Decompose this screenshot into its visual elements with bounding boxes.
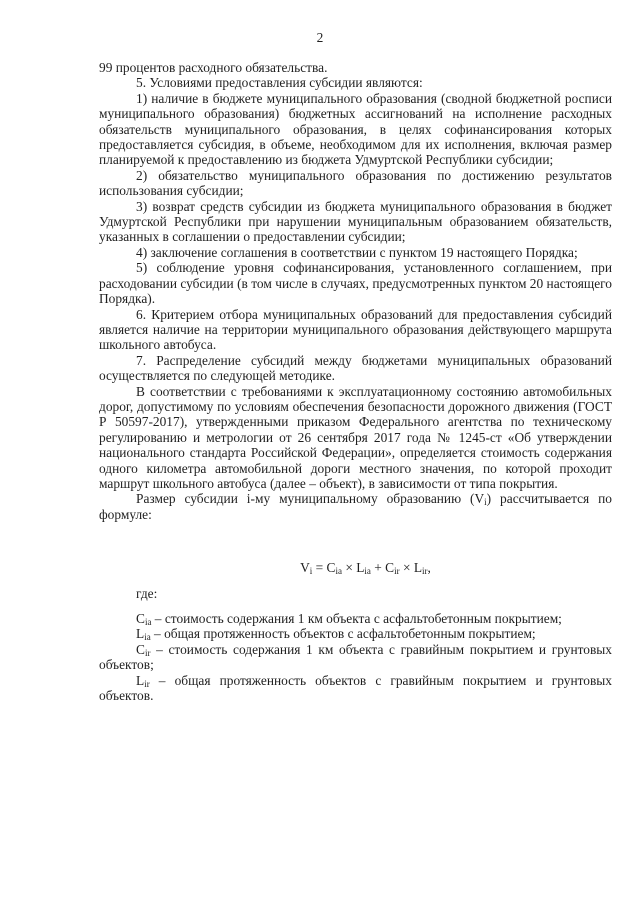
definition-item: $L_{ia}$ – общая протяженность объектов с асфальтобетонным покрытием;	[136, 626, 536, 643]
subsidy-formula: $V_i = C_{ia} \times L_{ia} + C_{ir} \times L_{ir}$,	[300, 560, 431, 577]
paragraph: 4) заключение соглашения в соответствии с пунктом 19 настоящего Порядка;	[136, 244, 578, 260]
paragraph: 1) наличие в бюджете муниципального образования (сводной бюджетной росписи муниципального образования) бюджетных ассигнований на исполнение расходных обязательств муниципального образования, в целях софинансирования которых предоставляется субсидия, в объеме, необходимом для их исполнения, включая размер планируемой к предоставлению из бюджета Удмуртской Республики субсидии;	[99, 90, 612, 168]
paragraph: В соответствии с требованиями к эксплуатационному состоянию автомобильных дорог, допустимому по условиям обеспечения безопасности дорожного движения (ГОСТ Р 50597-2017), утвержденными приказом Федерального агентства по техническому регулированию и метрологии от 26 сентября 2017 года № 1245-ст «Об утверждении национального стандарта Российской Федерации», определяется стоимость содержания одного километра автомобильной дороги местного значения, по которой проходит маршрут школьного автобуса (далее – объект), в зависимости от типа покрытия.	[99, 383, 612, 491]
page-number: 2	[316, 30, 324, 45]
paragraph: 2) обязательство муниципального образования по достижению результатов использования субсидии;	[99, 167, 612, 199]
paragraph: 3) возврат средств субсидии из бюджета муниципального образования в бюджет Удмуртской Республики при нарушении муниципальным образованием обязательств, указанных в соглашении о предоставлении субсидии;	[99, 198, 612, 245]
paragraph: 6. Критерием отбора муниципальных образований для предоставления субсидий является наличие на территории муниципального образования действующего маршрута школьного автобуса.	[99, 306, 612, 353]
paragraph: 99 процентов расходного обязательства.	[99, 60, 328, 75]
definition-item: $L_{ir}$ – общая протяженность объектов с гравийным покрытием и грунтовых объектов.	[99, 672, 612, 704]
definition-item: $C_{ia}$ – стоимость содержания 1 км объекта с асфальтобетонным покрытием;	[136, 611, 562, 627]
formula-intro: Размер субсидии i-му муниципальному образованию $(V_i)$ рассчитывается по формуле:	[99, 491, 612, 522]
where-label: где:	[136, 585, 158, 601]
paragraph: 7. Распределение субсидий между бюджетами муниципальных образований осуществляется по следующей методике.	[99, 352, 612, 384]
document-body	[99, 60, 612, 703]
paragraph: 5) соблюдение уровня софинансирования, установленного соглашением, при расходовании субсидии (в том числе в случаях, предусмотренных пунктом 20 настоящего Порядка).	[99, 260, 612, 307]
paragraph: 5. Условиями предоставления субсидии являются:	[136, 75, 423, 91]
definition-item: $C_{ir}$ – стоимость содержания 1 км объекта с гравийным покрытием и грунтовых объектов;	[99, 641, 612, 673]
